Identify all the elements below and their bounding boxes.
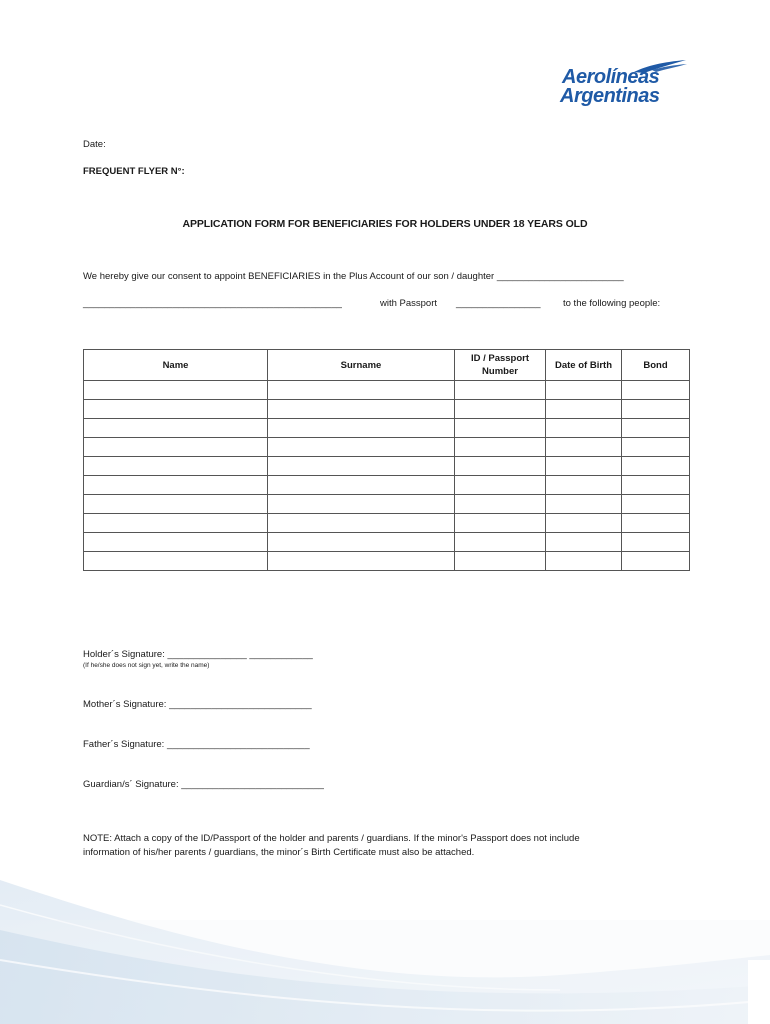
cell-id-passport[interactable] xyxy=(455,438,546,457)
beneficiaries-table xyxy=(83,349,690,571)
column-header-name: Name xyxy=(84,350,268,381)
cell-date-of-birth[interactable] xyxy=(546,552,622,571)
form-title: APPLICATION FORM FOR BENEFICIARIES FOR HOLDERS UNDER 18 YEARS OLD xyxy=(182,218,588,230)
holder-signature-line: Holder´s Signature: _______________ ____________ xyxy=(83,649,313,660)
cell-name[interactable] xyxy=(84,495,268,514)
cell-name[interactable] xyxy=(84,533,268,552)
consent-line-2-blank: _________________________________________________ xyxy=(83,298,342,309)
table-row xyxy=(84,533,690,552)
cell-surname[interactable] xyxy=(268,419,455,438)
table-row xyxy=(84,476,690,495)
cell-name[interactable] xyxy=(84,457,268,476)
consent-line-2-end: to the following people: xyxy=(563,298,661,309)
consent-passport-blank: ________________ xyxy=(456,298,541,309)
cell-surname[interactable] xyxy=(268,476,455,495)
cell-bond[interactable] xyxy=(622,400,690,419)
attachment-note xyxy=(83,832,683,860)
cell-date-of-birth[interactable] xyxy=(546,381,622,400)
column-header-id-line2: Number xyxy=(482,366,518,377)
cell-name[interactable] xyxy=(84,419,268,438)
cell-name[interactable] xyxy=(84,438,268,457)
logo-line2: Argentinas xyxy=(560,85,660,107)
note-line-1: NOTE: Attach a copy of the ID/Passport of the holder and parents / guardians. If the minor's Passport does not include xyxy=(83,833,580,844)
date-label: Date: xyxy=(83,139,106,150)
table-header-row xyxy=(84,350,690,381)
cell-surname[interactable] xyxy=(268,400,455,419)
cell-id-passport[interactable] xyxy=(455,400,546,419)
column-header-date-of-birth: Date of Birth xyxy=(546,350,622,381)
cell-surname[interactable] xyxy=(268,457,455,476)
cell-bond[interactable] xyxy=(622,514,690,533)
mother-signature-line: Mother´s Signature: ___________________________ xyxy=(83,699,312,710)
note-line-2: information of his/her parents / guardians, the minor´s Birth Certificate must also be attached. xyxy=(83,847,475,858)
cell-id-passport[interactable] xyxy=(455,381,546,400)
cell-date-of-birth[interactable] xyxy=(546,400,622,419)
cell-bond[interactable] xyxy=(622,476,690,495)
cell-id-passport[interactable] xyxy=(455,495,546,514)
column-header-surname: Surname xyxy=(268,350,455,381)
table-row xyxy=(84,381,690,400)
cell-surname[interactable] xyxy=(268,514,455,533)
table-row xyxy=(84,400,690,419)
cell-bond[interactable] xyxy=(622,533,690,552)
cell-date-of-birth[interactable] xyxy=(546,495,622,514)
table-body xyxy=(84,381,690,571)
cell-date-of-birth[interactable] xyxy=(546,419,622,438)
cell-id-passport[interactable] xyxy=(455,552,546,571)
cell-bond[interactable] xyxy=(622,457,690,476)
cell-id-passport[interactable] xyxy=(455,419,546,438)
holder-signature-note: (If he/she does not sign yet, write the name) xyxy=(83,662,210,669)
father-signature-line: Father´s Signature: ___________________________ xyxy=(83,739,310,750)
cell-surname[interactable] xyxy=(268,381,455,400)
cell-surname[interactable] xyxy=(268,495,455,514)
table-row xyxy=(84,457,690,476)
cell-date-of-birth[interactable] xyxy=(546,457,622,476)
cell-date-of-birth[interactable] xyxy=(546,438,622,457)
cell-name[interactable] xyxy=(84,552,268,571)
cell-name[interactable] xyxy=(84,514,268,533)
table-row xyxy=(84,514,690,533)
table-row xyxy=(84,495,690,514)
cell-name[interactable] xyxy=(84,381,268,400)
logo-line1: Aerolíneas xyxy=(562,66,660,88)
guardian-signature-line: Guardian/s´ Signature: ___________________________ xyxy=(83,779,324,790)
table-row xyxy=(84,419,690,438)
cell-bond[interactable] xyxy=(622,381,690,400)
table-row xyxy=(84,552,690,571)
cell-id-passport[interactable] xyxy=(455,533,546,552)
cell-name[interactable] xyxy=(84,400,268,419)
cell-date-of-birth[interactable] xyxy=(546,476,622,495)
column-header-bond: Bond xyxy=(622,350,690,381)
consent-passport-label: with Passport xyxy=(380,298,438,309)
cell-bond[interactable] xyxy=(622,552,690,571)
cell-id-passport[interactable] xyxy=(455,476,546,495)
cell-surname[interactable] xyxy=(268,552,455,571)
cell-surname[interactable] xyxy=(268,438,455,457)
cell-date-of-birth[interactable] xyxy=(546,533,622,552)
cell-name[interactable] xyxy=(84,476,268,495)
cell-id-passport[interactable] xyxy=(455,514,546,533)
cell-surname[interactable] xyxy=(268,533,455,552)
column-header-id-passport xyxy=(455,350,546,381)
cell-bond[interactable] xyxy=(622,438,690,457)
aerolineas-argentinas-logo xyxy=(556,58,686,110)
cell-id-passport[interactable] xyxy=(455,457,546,476)
cell-bond[interactable] xyxy=(622,495,690,514)
table-row xyxy=(84,438,690,457)
consent-line-1: We hereby give our consent to appoint BENEFICIARIES in the Plus Account of our son / daughter ________________________ xyxy=(83,271,624,282)
cell-date-of-birth[interactable] xyxy=(546,514,622,533)
frequent-flyer-label: FREQUENT FLYER N°: xyxy=(83,166,185,177)
cell-bond[interactable] xyxy=(622,419,690,438)
column-header-id-line1: ID / Passport xyxy=(470,353,530,364)
